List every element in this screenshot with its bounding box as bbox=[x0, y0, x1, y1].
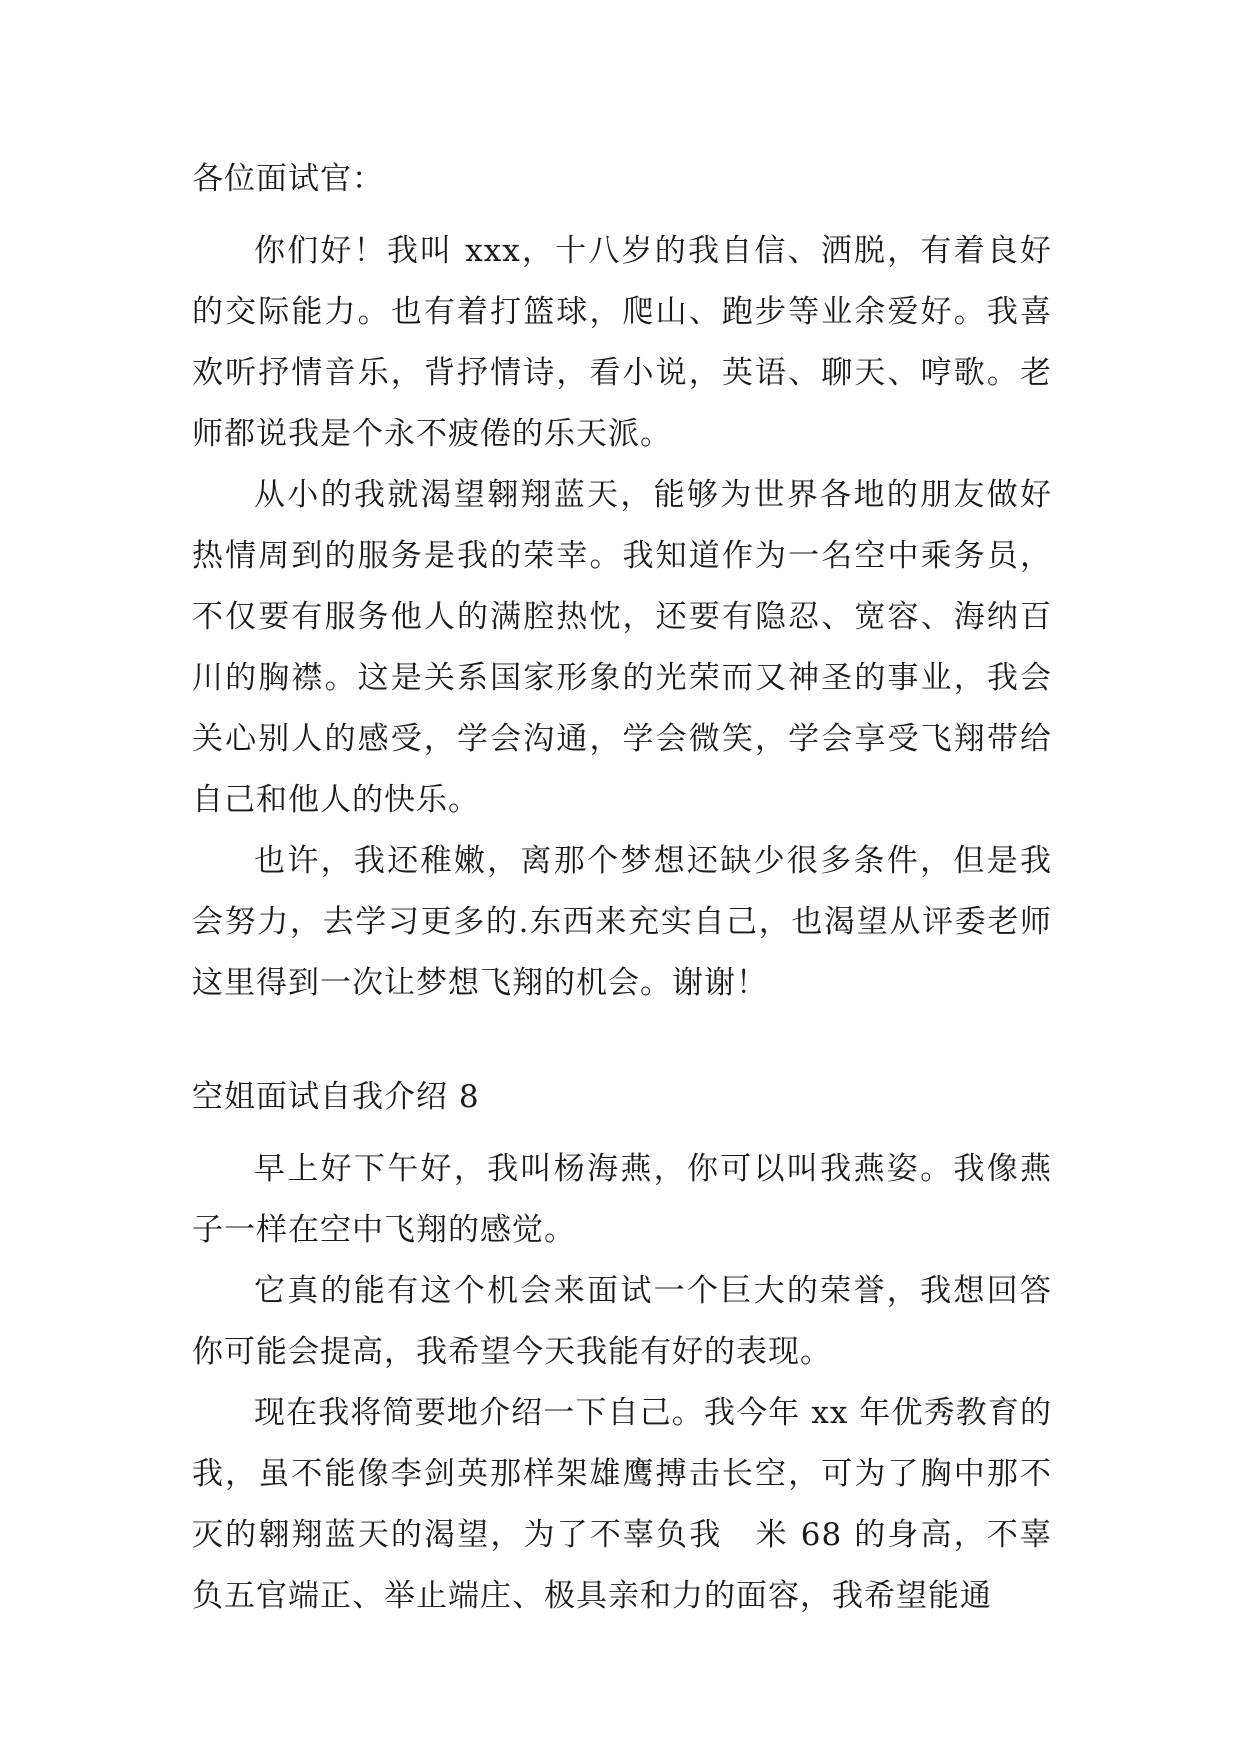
document-page bbox=[192, 160, 1052, 1627]
section-spacer bbox=[192, 1014, 1052, 1078]
paragraph-aspiration: 从小的我就渴望翱翔蓝天，能够为世界各地的朋友做好热情周到的服务是我的荣幸。我知道作为一名空中乘务员，不仅要有服务他人的满腔热忱，还要有隐忍、宽容、海纳百川的胸襟。这是关系国家形象的光荣而又神圣的事业，我会关心别人的感受，学会沟通，学会微笑，学会享受飞翔带给自己和他人的快乐。 bbox=[192, 477, 1052, 818]
paragraph-greeting: 早上好下午好，我叫杨海燕，你可以叫我燕姿。我像燕子一样在空中飞翔的感觉。 bbox=[192, 1151, 1052, 1248]
paragraph-closing: 也许，我还稚嫩，离那个梦想还缺少很多条件，但是我会努力，去学习更多的.东西来充实自己，也渴望从评委老师这里得到一次让梦想飞翔的机会。谢谢！ bbox=[192, 843, 1052, 1001]
paragraph-self-intro: 你们好！我叫 xxx，十八岁的我自信、洒脱，有着良好的交际能力。也有着打篮球，爬山、跑步等业余爱好。我喜欢听抒情音乐，背抒情诗，看小说，英语、聊天、哼歌。老师都说我是个永不疲倦的乐天派。 bbox=[192, 233, 1052, 452]
salutation: 各位面试官： bbox=[192, 161, 384, 197]
paragraph-introduction: 现在我将简要地介绍一下自己。我今年 xx 年优秀教育的我，虽不能像李剑英那样架雄鹰搏击长空，可为了胸中那不灭的翱翔蓝天的渴望，为了不辜负我 米 68 的身高，不辜负五官端正、举止端庄、极具亲和力的面容，我希望能通 bbox=[192, 1395, 1052, 1614]
section-title: 空姐面试自我介绍 8 bbox=[192, 1079, 480, 1115]
paragraph-honor: 它真的能有这个机会来面试一个巨大的荣誉，我想回答你可能会提高，我希望今天我能有好的表现。 bbox=[192, 1273, 1052, 1370]
